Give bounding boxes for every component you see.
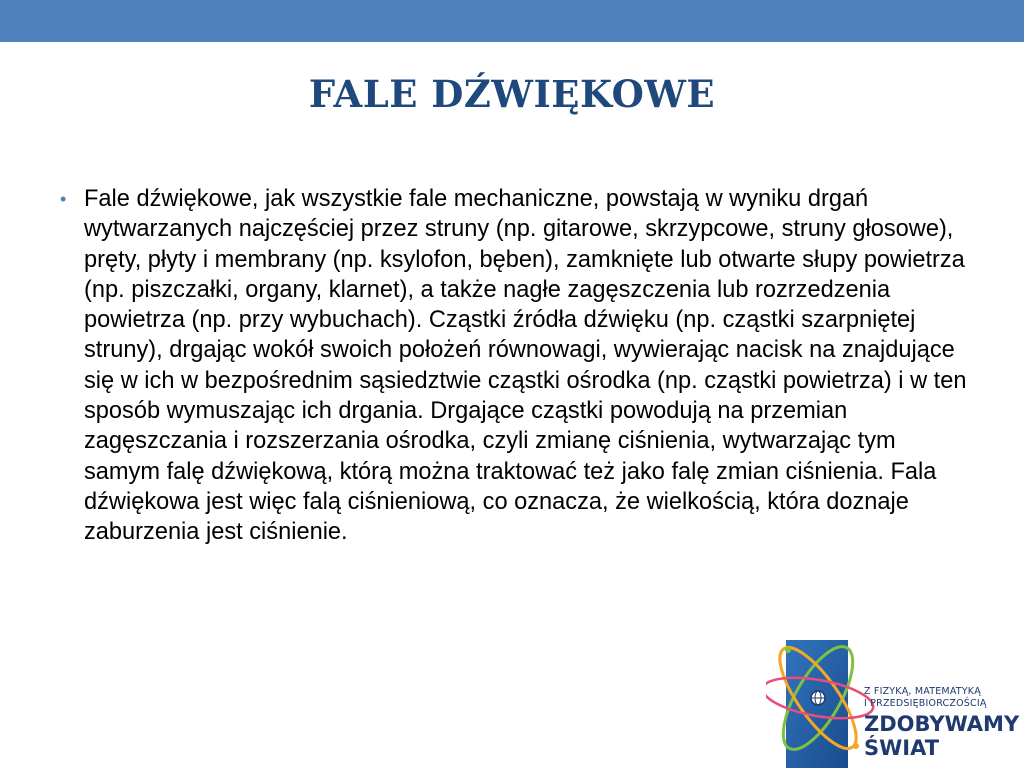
- project-logo: [766, 628, 1024, 768]
- top-accent-bar: [0, 0, 1024, 42]
- logo-line-3: ZDOBYWAMY: [864, 712, 1020, 736]
- bullet-text: Fale dźwiękowe, jak wszystkie fale mechaniczne, powstają w wyniku drgań wytwarzanych najczęściej przez struny (np. gitarowe, skrzypcowe, struny głosowe), pręty, płyty i membrany (np. ksylofon, bęben), zamknięte lub otwarte słupy powietrza (np. piszczałki, organy, klarnet), a także nagłe zagęszczenia lub rozrzedzenia powietrza (np. przy wybuchach). Cząstki źródła dźwięku (np. cząstki szarpniętej struny), drgając wokół swoich położeń równowagi, wywierając nacisk na znajdujące się w ich w bezpośrednim sąsiedztwie cząstki ośrodka (np. cząstki powietrza) i w ten sposób wymuszając ich drgania. Drgające cząstki powodują na przemian zagęszczania i rozszerzania ośrodka, czyli zmianę ciśnienia, wytwarzając tym samym falę dźwiękową, którą można traktować też jako falę zmian ciśnienia. Fala dźwiękowa jest więc falą ciśnieniową, co oznacza, że wielkością, która doznaje zaburzenia jest ciśnienie.: [84, 186, 967, 546]
- logo-line-4: ŚWIAT: [864, 736, 940, 760]
- logo-line-1: Z FIZYKĄ, MATEMATYKĄ: [864, 686, 981, 697]
- slide-title: FALE DŹWIĘKOWE: [308, 72, 716, 116]
- bullet-icon: •: [60, 189, 67, 209]
- logo-line-2: I PRZEDSIĘBIORCZOŚCIĄ: [864, 698, 987, 709]
- bullet-item: [58, 184, 978, 548]
- slide-content: [58, 184, 978, 548]
